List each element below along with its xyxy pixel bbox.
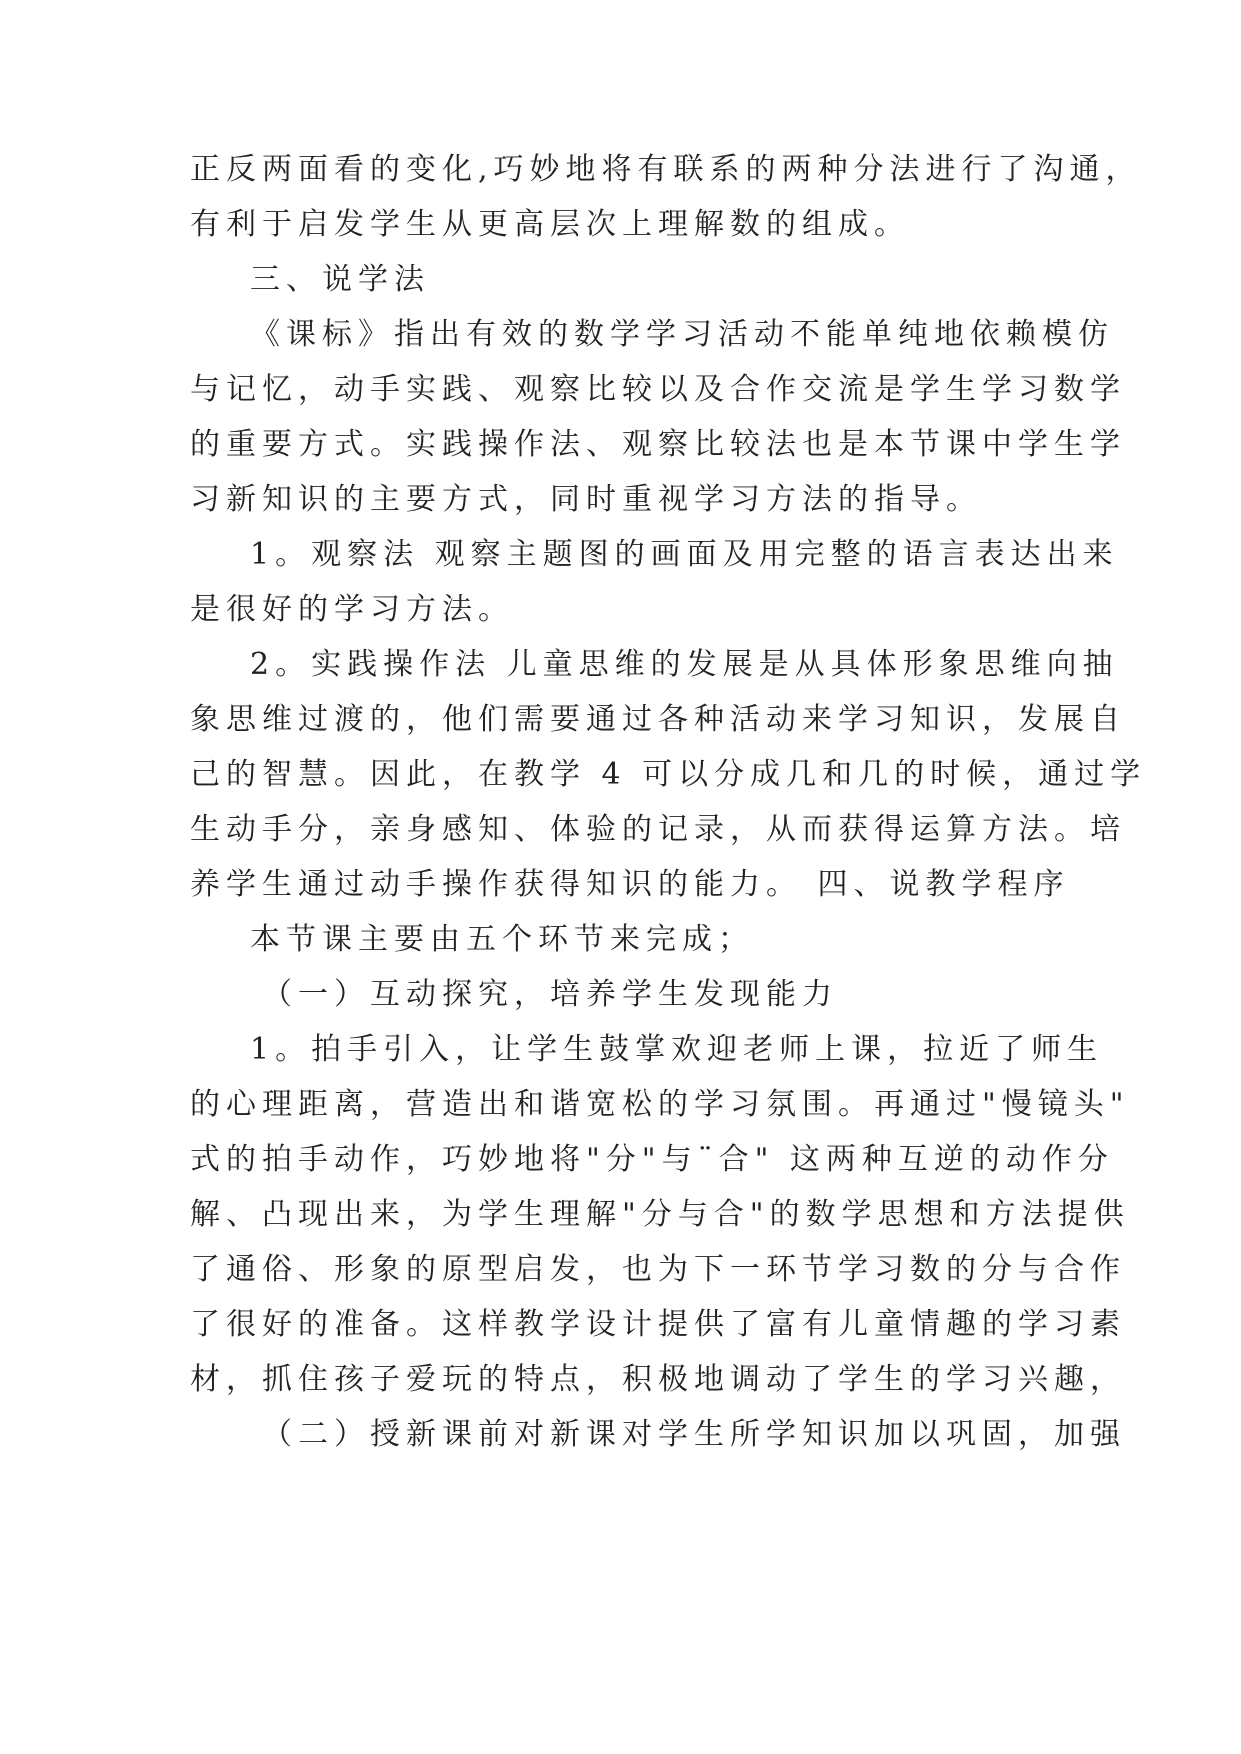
text-line: 生动手分，亲身感知、体验的记录，从而获得运算方法。培: [190, 812, 1126, 847]
text-line: 正反两面看的变化,巧妙地将有联系的两种分法进行了沟通，: [190, 152, 1142, 187]
text-line: 与记忆，动手实践、观察比较以及合作交流是学生学习数学: [190, 372, 1126, 407]
text-line: 有利于启发学生从更高层次上理解数的组成。: [190, 207, 910, 242]
section-heading: 三、说学法: [250, 262, 430, 297]
text-line: 2。实践操作法 儿童思维的发展是从具体形象思维向抽: [250, 647, 1119, 682]
text-line: 1。观察法 观察主题图的画面及用完整的语言表达出来: [250, 537, 1119, 572]
text-line: 习新知识的主要方式，同时重视学习方法的指导。: [190, 482, 982, 517]
text-line: 己的智慧。因此，在教学 4 可以分成几和几的时候，通过学: [190, 757, 1147, 792]
text-line: 《课标》指出有效的数学学习活动不能单纯地依赖模仿: [250, 317, 1114, 352]
text-line: 了通俗、形象的原型启发，也为下一环节学习数的分与合作: [190, 1252, 1126, 1287]
section-heading: （二）授新课前对新课对学生所学知识加以巩固，加强: [262, 1417, 1126, 1452]
text-line: 1。拍手引入，让学生鼓掌欢迎老师上课，拉近了师生: [250, 1032, 1104, 1067]
text-line: 是很好的学习方法。: [190, 592, 514, 627]
text-line: 材，抓住孩子爱玩的特点，积极地调动了学生的学习兴趣，: [190, 1362, 1126, 1397]
text-line: 象思维过渡的，他们需要通过各种活动来学习知识，发展自: [190, 702, 1126, 737]
text-line: 式的拍手动作，巧妙地将"分"与¨合" 这两种互逆的动作分: [190, 1142, 1114, 1177]
section-heading: （一）互动探究，培养学生发现能力: [262, 977, 838, 1012]
text-line: 解、凸现出来，为学生理解"分与合"的数学思想和方法提供: [190, 1197, 1130, 1232]
text-line: 的心理距离，营造出和谐宽松的学习氛围。再通过"慢镜头": [190, 1087, 1130, 1122]
text-line: 的重要方式。实践操作法、观察比较法也是本节课中学生学: [190, 427, 1126, 462]
text-line: 了很好的准备。这样教学设计提供了富有儿童情趣的学习素: [190, 1307, 1126, 1342]
text-line: 养学生通过动手操作获得知识的能力。 四、说教学程序: [190, 867, 1070, 902]
text-line: 本节课主要由五个环节来完成；: [250, 922, 754, 957]
